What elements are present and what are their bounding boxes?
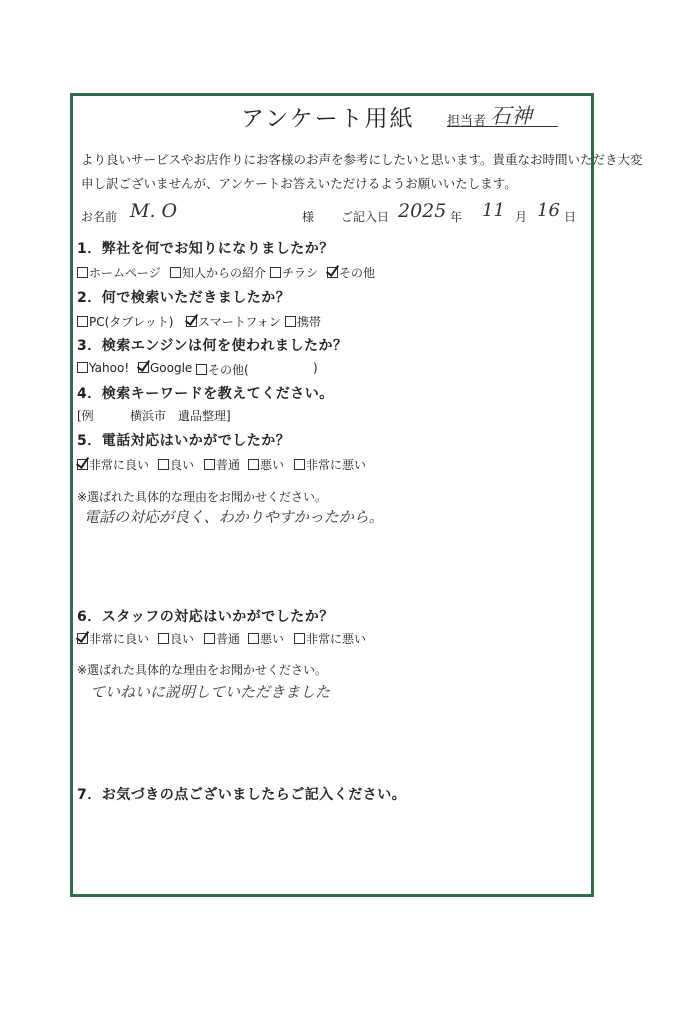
checkbox-icon bbox=[77, 362, 88, 373]
month-unit: 月 bbox=[515, 210, 528, 224]
checkbox-icon bbox=[270, 267, 281, 278]
q5-option-very-bad[interactable]: 非常に悪い bbox=[294, 456, 366, 473]
staff-label: 担当者 bbox=[447, 114, 487, 129]
q1-option-referral[interactable]: 知人からの紹介 bbox=[170, 264, 266, 281]
checkbox-icon bbox=[77, 267, 88, 278]
checkbox-icon bbox=[158, 459, 169, 470]
q6-reason-prompt: ※選ばれた具体的な理由をお聞かせください。 bbox=[77, 663, 328, 677]
checkbox-icon bbox=[248, 459, 259, 470]
q2-option-pc[interactable]: PC(タブレット) bbox=[77, 313, 173, 330]
q1-option-other[interactable]: その他 bbox=[327, 264, 375, 281]
q3-option-other[interactable]: その他( bbox=[196, 361, 249, 378]
sama-label: 様 bbox=[302, 210, 315, 224]
q3-option-yahoo[interactable]: Yahoo! bbox=[77, 361, 129, 375]
checkbox-icon bbox=[196, 364, 207, 375]
q1-option-homepage[interactable]: ホームページ bbox=[77, 264, 161, 281]
question-2: 2．何で検索いただきましたか？ bbox=[77, 290, 291, 306]
q5-option-good[interactable]: 良い bbox=[158, 456, 194, 473]
name-label: お名前 bbox=[81, 210, 118, 224]
name-value: M. O bbox=[130, 200, 178, 222]
form-title: アンケート用紙 bbox=[241, 106, 415, 132]
q6-option-very-good[interactable]: 非常に良い bbox=[77, 630, 149, 647]
q3-close-paren: ) bbox=[313, 361, 318, 375]
year-unit: 年 bbox=[450, 210, 463, 224]
q4-example-open: [例 bbox=[77, 409, 94, 423]
q5-option-average[interactable]: 普通 bbox=[204, 456, 240, 473]
question-3: 3．検索エンジンは何を使われましたか？ bbox=[77, 338, 348, 354]
checkbox-icon bbox=[204, 633, 215, 644]
staff-name: 石神 bbox=[490, 104, 532, 128]
question-6: 6．スタッフの対応はいかがでしたか？ bbox=[77, 609, 334, 625]
checked-checkbox-icon bbox=[77, 459, 88, 470]
checked-checkbox-icon bbox=[327, 267, 338, 278]
q6-option-good[interactable]: 良い bbox=[158, 630, 194, 647]
question-4: 4．検索キーワードを教えてください。 bbox=[77, 386, 334, 402]
q1-option-flyer[interactable]: チラシ bbox=[270, 264, 318, 281]
day-unit: 日 bbox=[564, 210, 577, 224]
question-5: 5．電話対応はいかがでしたか？ bbox=[77, 433, 291, 449]
q2-option-mobile[interactable]: 携帯 bbox=[285, 313, 321, 330]
q2-option-smartphone[interactable]: スマートフォン bbox=[186, 313, 281, 330]
date-year: 2025 bbox=[398, 200, 447, 222]
date-day: 16 bbox=[537, 200, 560, 221]
q3-option-google[interactable]: Google bbox=[138, 361, 192, 375]
q5-reason-prompt: ※選ばれた具体的な理由をお聞かせください。 bbox=[77, 490, 328, 504]
date-label: ご記入日 bbox=[341, 210, 390, 224]
checkbox-icon bbox=[170, 267, 181, 278]
question-7: 7．お気づきの点ございましたらご記入ください。 bbox=[77, 787, 407, 803]
checked-checkbox-icon bbox=[77, 633, 88, 644]
checkbox-icon bbox=[77, 316, 88, 327]
q4-example-words: 横浜市 遺品整理] bbox=[130, 409, 231, 423]
checked-checkbox-icon bbox=[186, 316, 197, 327]
intro-line-1: より良いサービスやお店作りにお客様のお声を参考にしたいと思います。貴重なお時間いただき大変 bbox=[81, 152, 643, 167]
checkbox-icon bbox=[158, 633, 169, 644]
q5-option-very-good[interactable]: 非常に良い bbox=[77, 456, 149, 473]
checkbox-icon bbox=[248, 633, 259, 644]
checkbox-icon bbox=[294, 459, 305, 470]
checkbox-icon bbox=[294, 633, 305, 644]
date-month: 11 bbox=[482, 200, 505, 221]
q6-option-average[interactable]: 普通 bbox=[204, 630, 240, 647]
checked-checkbox-icon bbox=[138, 362, 149, 373]
q5-reason-answer: 電話の対応が良く、わかりやすかったから。 bbox=[84, 508, 384, 526]
q6-option-bad[interactable]: 悪い bbox=[248, 630, 284, 647]
checkbox-icon bbox=[285, 316, 296, 327]
q5-option-bad[interactable]: 悪い bbox=[248, 456, 284, 473]
checkbox-icon bbox=[204, 459, 215, 470]
question-1: 1．弊社を何でお知りになりましたか？ bbox=[77, 241, 334, 257]
q6-reason-answer: ていねいに説明していただきました bbox=[90, 683, 331, 701]
staff-underline bbox=[447, 126, 558, 127]
q6-option-very-bad[interactable]: 非常に悪い bbox=[294, 630, 366, 647]
intro-line-2: 申し訳ございませんが、アンケートお答えいただけるようお願いいたします。 bbox=[81, 176, 517, 191]
